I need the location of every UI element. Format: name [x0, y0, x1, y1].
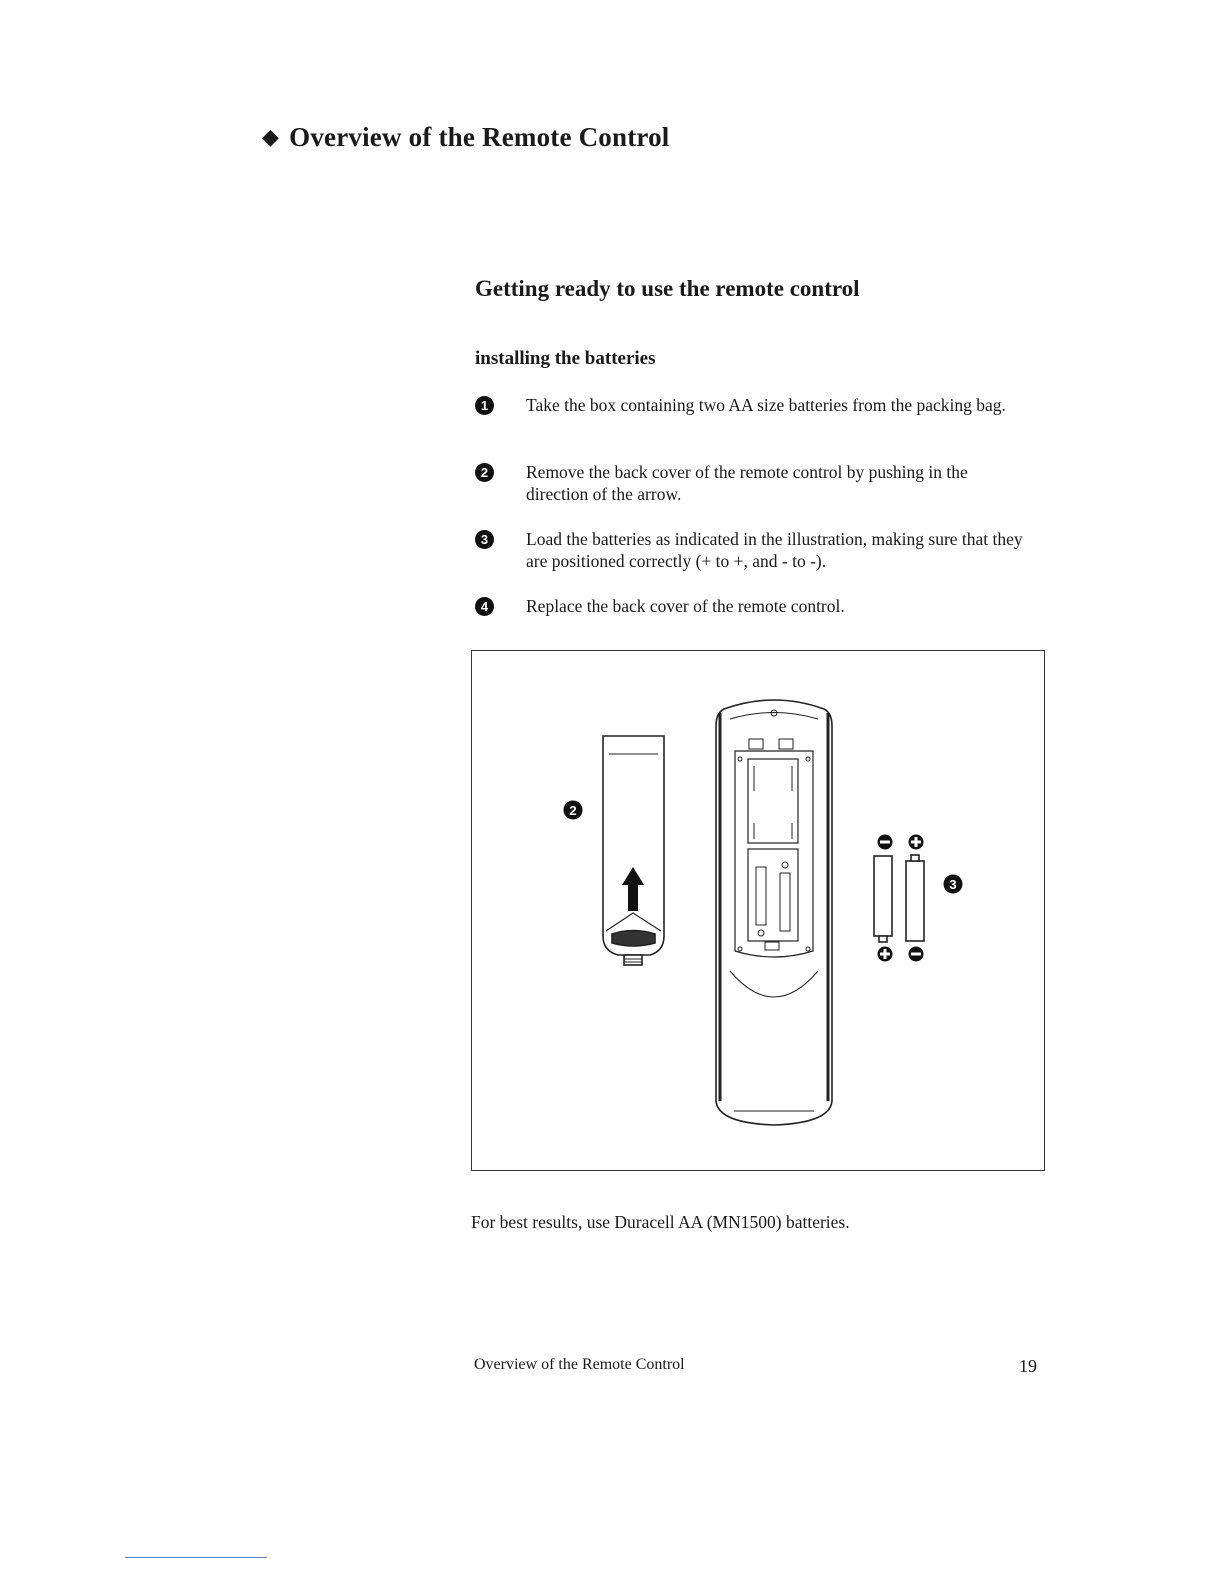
- aa-batteries-icon: [874, 855, 924, 942]
- step-number-badge: 3: [475, 530, 494, 549]
- subheading-installing-batteries: installing the batteries: [475, 348, 656, 369]
- section-title-text: Overview of the Remote Control: [289, 122, 670, 152]
- battery-installation-illustration: [471, 650, 1045, 1171]
- step-text: Replace the back cover of the remote control.: [526, 596, 845, 616]
- step-text: Take the box containing two AA size batteries from the packing bag.: [526, 395, 1006, 415]
- step-number-badge: 2: [475, 463, 494, 482]
- callout-label-3: 3: [949, 877, 957, 892]
- step-text: Remove the back cover of the remote control by pushing in the direction of the arrow.: [526, 462, 968, 504]
- page-number: 19: [1019, 1356, 1037, 1376]
- diamond-bullet-icon: ◆: [262, 124, 280, 149]
- subsection-title: Getting ready to use the remote control: [475, 276, 860, 301]
- remote-control-icon: [716, 700, 832, 1125]
- page-section-title: [262, 122, 670, 153]
- step-text: Load the batteries as indicated in the illustration, making sure that they are positioned correctly (+ to +, and - to -).: [526, 529, 1023, 571]
- battery-recommendation-note: For best results, use Duracell AA (MN1500) batteries.: [471, 1212, 850, 1232]
- illustration-drawing: [472, 651, 1044, 1170]
- footer-section-title: Overview of the Remote Control: [474, 1356, 685, 1373]
- step-number-badge: 4: [475, 597, 494, 616]
- callout-label-2: 2: [569, 803, 577, 818]
- scan-edge-line: [125, 1557, 267, 1558]
- back-cover-icon: [603, 736, 664, 965]
- step-number-badge: 1: [475, 396, 494, 415]
